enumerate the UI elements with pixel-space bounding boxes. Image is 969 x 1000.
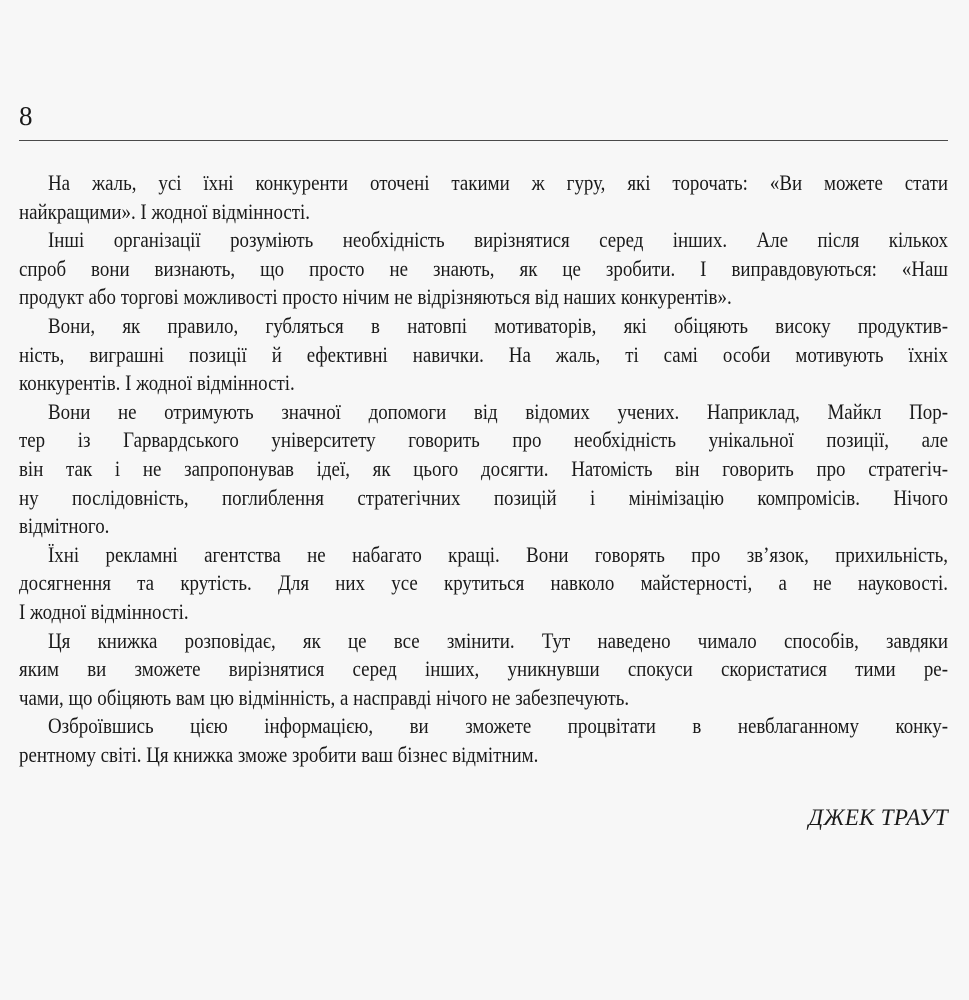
author-signature: ДЖЕК ТРАУТ [808, 805, 948, 830]
paragraph [19, 398, 948, 541]
page-number: 8 [19, 101, 33, 131]
text-line: ну послідовність, поглиблення стратегічних позицій і мінімізацію компромісів. Нічого [19, 484, 949, 510]
text-line: Вони, як правило, губляться в натовпі мотиваторів, які обіцяють високу продуктив- [48, 312, 949, 338]
text-line: конкурентів. І жодної відмінності. [19, 370, 295, 396]
text-line: Їхні рекламні агентства не набагато кращі. Вони говорять про зв’язок, прихильність, [48, 541, 949, 567]
text-line: продукт або торгові можливості просто нічим не відрізняються від наших конкурентів». [19, 284, 732, 310]
text-line: спроб вони визнають, що просто не знають, як це зробити. І виправдовуються: «Наш [19, 255, 949, 281]
paragraph [19, 312, 948, 398]
text-line: рентному світі. Ця книжка зможе зробити ваш бізнес відмітним. [19, 741, 539, 767]
paragraph [19, 169, 948, 226]
text-line: На жаль, усі їхні конкуренти оточені такими ж гуру, які торочать: «Ви можете стати [48, 170, 948, 195]
paragraph [19, 627, 948, 713]
paragraph [19, 712, 948, 769]
header-rule [19, 140, 948, 141]
text-line: тер із Гарвардського університету говорить про необхідність унікальної позиції, але [19, 427, 949, 453]
text-line: найкращими». І жодної відмінності. [19, 198, 311, 224]
text-line: яким ви зможете вирізнятися серед інших, уникнувши спокуси скористатися тими ре- [19, 656, 949, 682]
text-line: Вони не отримують значної допомоги від відомих учених. Наприклад, Майкл Пор- [48, 398, 949, 424]
body-text [19, 169, 948, 769]
text-line: ність, виграшні позиції й ефективні навички. На жаль, ті самі особи мотивують їхніх [19, 341, 949, 367]
text-line: І жодної відмінності. [19, 598, 189, 624]
paragraph [19, 541, 948, 627]
text-line: досягнення та крутість. Для них усе крутиться навколо майстерності, а не науковості. [19, 570, 949, 596]
text-line: чами, що обіцяють вам цю відмінність, а насправді нічого не забезпечують. [19, 684, 630, 710]
text-line: Інші організації розуміють необхідність вирізнятися серед інших. Але після кількох [48, 227, 949, 253]
text-line: відмітного. [19, 513, 110, 539]
paragraph [19, 226, 948, 312]
text-line: Озброївшись цією інформацією, ви зможете процвітати в невблаганному конку- [48, 713, 949, 739]
text-line: він так і не запропонував ідеї, як цього досягти. Натомість він говорить про стратегіч- [19, 455, 949, 481]
text-line: Ця книжка розповідає, як це все змінити. Тут наведено чимало способів, завдяки [48, 627, 949, 653]
